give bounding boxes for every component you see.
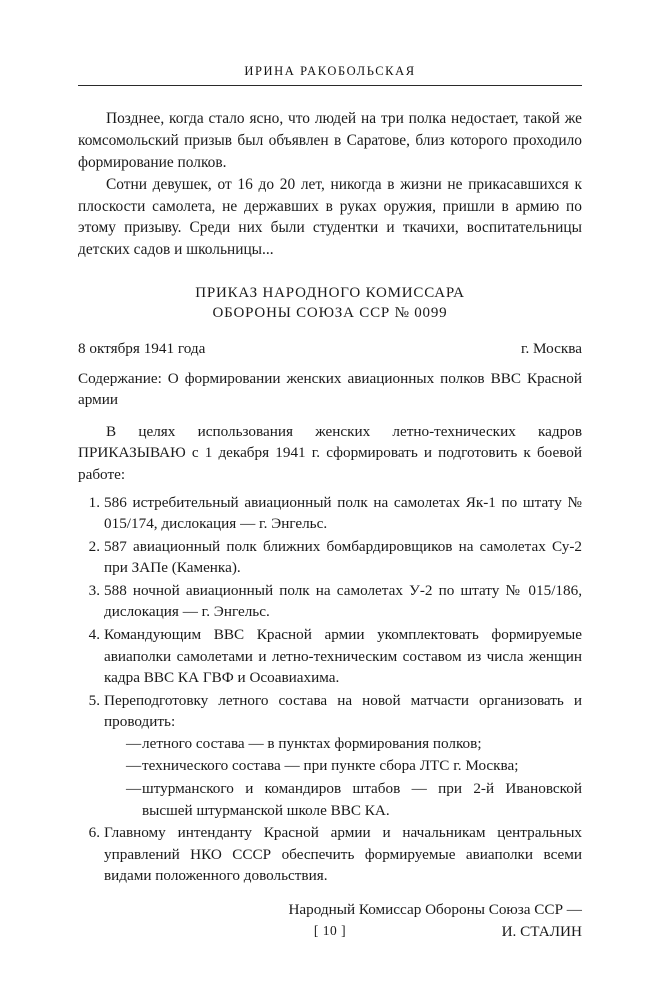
list-item-number: 2. [88, 537, 100, 555]
list-item [126, 778, 582, 821]
list-item-text: Главному интенданту Красной армии и начальникам центральных управлений НКО СССР обеспечить формируемые авиаполки всеми видами положенного довольствия. [104, 824, 582, 885]
list-item-number: 3. [88, 581, 100, 599]
list-item-number: 6. [88, 824, 100, 842]
order-points-list [78, 492, 582, 887]
list-item-text: 586 истребительный авиационный полк на самолетах Як-1 по штату № 015/174, дислокация — г. Энгельс. [104, 493, 582, 533]
signature-line-1: Народный Комиссар Обороны Союза ССР — [288, 900, 582, 918]
list-item-text: штурманского и командиров штабов — при 2-й Ивановской высшей штурманской школе ВВС КА. [142, 780, 582, 819]
order-title-line-2: ОБОРОНЫ СОЮЗА ССР № 0099 [212, 305, 448, 322]
list-item-number: 1. [88, 493, 100, 511]
list-item-text: 588 ночной авиационный полк на самолетах У-2 по штату № 015/186, дислокация — г. Энгельс. [104, 581, 582, 621]
list-item-number: 5. [88, 691, 100, 709]
order-place: г. Москва [520, 339, 582, 357]
list-item [78, 690, 582, 821]
dash-marker-icon: — [126, 757, 142, 775]
narrative-paragraph-2: Сотни девушек, от 16 до 20 лет, никогда в жизни не прикасавшихся к плоскости самолета, не державших в руках оружия, пришли в армию по этому призыву. Среди них были студентки и ткачихи, воспитательницы детских садов и школьницы... [78, 175, 582, 259]
order-subpoints-list [104, 733, 582, 821]
list-item [78, 624, 582, 689]
order-date: 8 октября 1941 года [78, 339, 206, 357]
list-item [78, 822, 582, 887]
dash-marker-icon: — [126, 780, 142, 798]
running-head: ИРИНА РАКОБОЛЬСКАЯ [244, 64, 416, 78]
list-item [78, 492, 582, 535]
list-item-text: летного состава — в пунктах формирования полков; [142, 734, 482, 752]
header-divider [78, 85, 582, 86]
narrative-paragraph-1: Позднее, когда стало ясно, что людей на три полка недостает, такой же комсомольский призыв был объявлен в Саратове, близ которого проходило формирование полков. [78, 110, 582, 171]
order-lead: В целях использования женских летно-технических кадров ПРИКАЗЫВАЮ с 1 декабря 1941 г. сформировать и подготовить к боевой работе: [78, 422, 582, 483]
list-item-number: 4. [88, 625, 100, 643]
order-subject: Содержание: О формировании женских авиационных полков ВВС Красной армии [78, 369, 582, 409]
list-item-text: технического состава — при пункте сбора ЛТС г. Москва; [142, 757, 519, 775]
list-item [78, 580, 582, 623]
list-item [78, 536, 582, 579]
list-item-text: Переподготовку летного состава на новой матчасти организовать и проводить: [104, 691, 582, 731]
dash-marker-icon: — [126, 734, 142, 752]
list-item-text: Командующим ВВС Красной армии укомплектовать формируемые авиаполки самолетами и летно-техническим составом из числа женщин кадра ВВС КА ГВФ и Осоавиахима. [104, 625, 582, 687]
order-dateline [78, 340, 582, 358]
list-item [126, 733, 582, 755]
order-title [78, 283, 582, 324]
page-number: [ 10 ] [313, 923, 347, 938]
list-item [126, 755, 582, 777]
signature-line-2: И. СТАЛИН [501, 922, 582, 940]
order-title-line-1: ПРИКАЗ НАРОДНОГО КОМИССАРА [195, 285, 465, 302]
list-item-text: 587 авиационный полк ближних бомбардировщиков на самолетах Су-2 при ЗАПе (Каменка). [104, 537, 582, 577]
